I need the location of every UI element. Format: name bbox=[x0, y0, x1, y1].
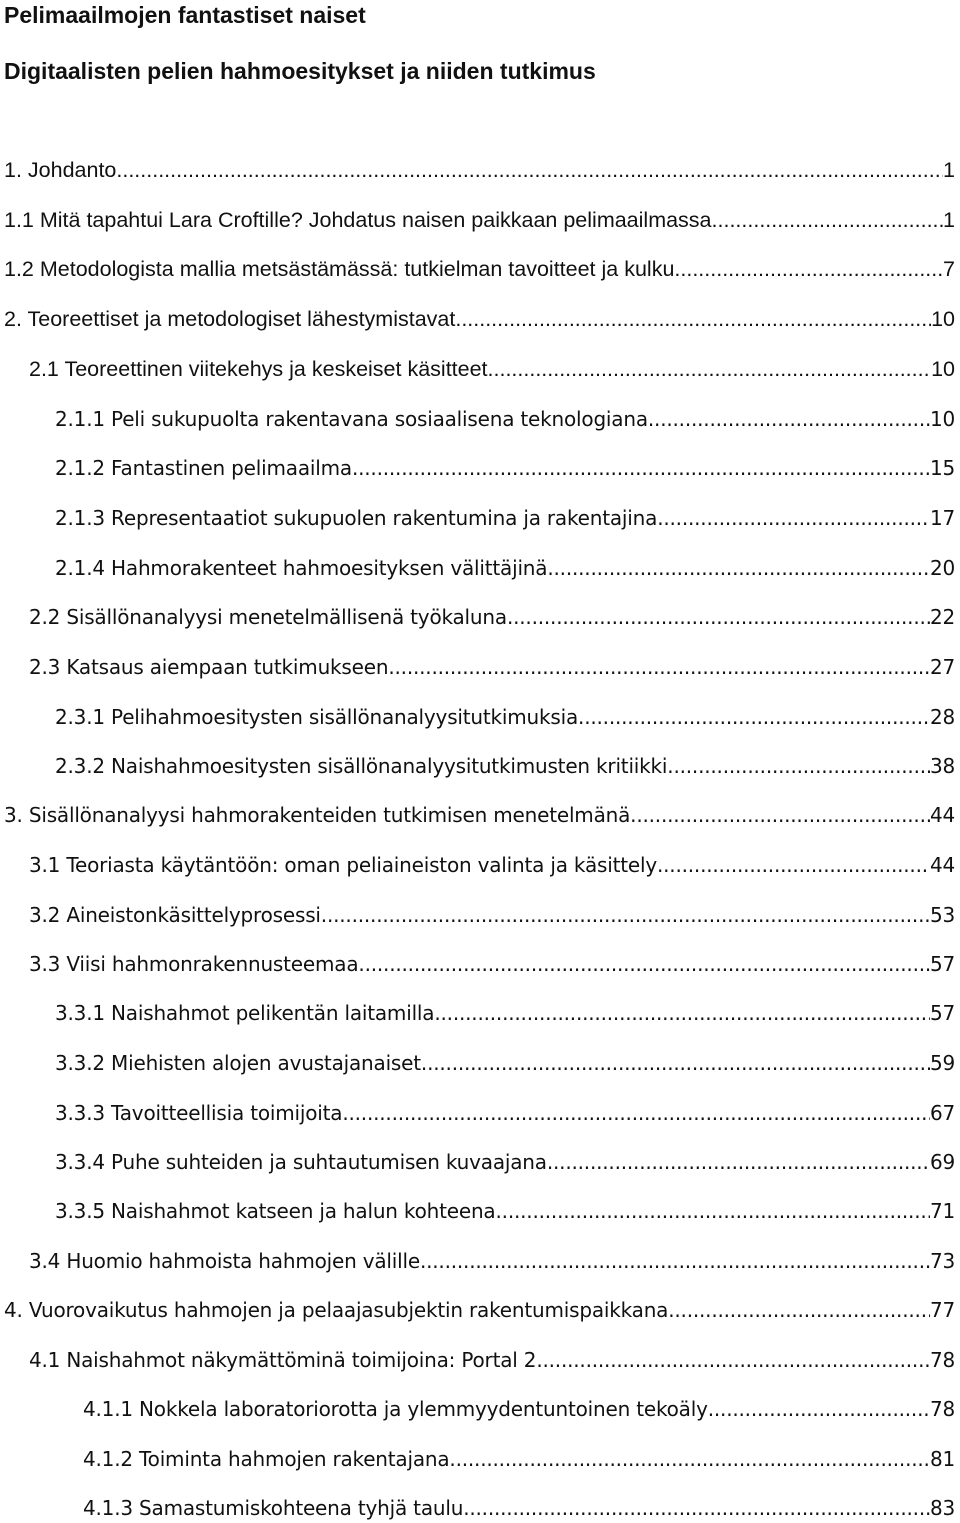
toc-page-number: 57 bbox=[929, 952, 955, 976]
toc-page-number: 17 bbox=[929, 506, 955, 530]
toc-entry[interactable] bbox=[55, 1098, 955, 1128]
toc-entry-label: 3.3 Viisi hahmonrakennusteemaa bbox=[29, 952, 359, 976]
toc-leader-dots bbox=[708, 1394, 930, 1424]
toc-entry[interactable] bbox=[29, 900, 955, 930]
toc-leader-dots bbox=[536, 1345, 930, 1375]
toc-page-number: 15 bbox=[929, 456, 955, 480]
toc-leader-dots bbox=[668, 1295, 930, 1325]
toc-leader-dots bbox=[648, 404, 930, 434]
toc-page-number: 77 bbox=[929, 1298, 955, 1322]
toc-page-number: 53 bbox=[929, 903, 955, 927]
toc-entry-label: 4. Vuorovaikutus hahmojen ja pelaajasubjektin rakentumispaikkana bbox=[4, 1298, 669, 1322]
toc-leader-dots bbox=[667, 751, 930, 781]
toc-leader-dots bbox=[488, 354, 932, 384]
toc-leader-dots bbox=[342, 1098, 930, 1128]
toc-page-number: 57 bbox=[929, 1001, 955, 1025]
toc-page-number: 73 bbox=[929, 1249, 955, 1273]
toc-page-number: 1 bbox=[943, 158, 955, 182]
toc-page-number: 71 bbox=[929, 1199, 955, 1223]
toc-entry-label: 3.2 Aineistonkäsittelyprosessi bbox=[29, 903, 321, 927]
toc-leader-dots bbox=[578, 702, 930, 732]
toc-entry[interactable] bbox=[29, 652, 955, 682]
toc-page-number: 38 bbox=[929, 754, 955, 778]
toc-leader-dots bbox=[116, 155, 943, 185]
toc-page-number: 78 bbox=[929, 1348, 955, 1372]
toc-page-number: 28 bbox=[929, 705, 955, 729]
toc-entry[interactable] bbox=[29, 850, 955, 880]
toc-page-number: 22 bbox=[929, 605, 955, 629]
toc-leader-dots bbox=[455, 304, 931, 334]
toc-leader-dots bbox=[547, 1147, 930, 1177]
toc-leader-dots bbox=[630, 800, 930, 830]
toc-entry-label: 4.1 Naishahmot näkymättöminä toimijoina: Portal 2 bbox=[29, 1348, 537, 1372]
toc-entry[interactable] bbox=[4, 800, 955, 830]
toc-entry-label: 1.2 Metodologista mallia metsästämässä: tutkielman tavoitteet ja kulku bbox=[4, 257, 675, 281]
toc-leader-dots bbox=[420, 1246, 930, 1276]
toc-entry-label: 4.1.2 Toiminta hahmojen rakentajana bbox=[83, 1447, 450, 1471]
toc-entry[interactable] bbox=[55, 453, 955, 483]
toc-page-number: 81 bbox=[929, 1447, 955, 1471]
toc-entry[interactable] bbox=[55, 1048, 955, 1078]
toc-entry-label: 3.1 Teoriasta käytäntöön: oman peliaineiston valinta ja käsittely bbox=[29, 853, 657, 877]
toc-leader-dots bbox=[388, 652, 930, 682]
toc-entry-label: 4.1.1 Nokkela laboratoriorotta ja ylemmyydentuntoinen tekoäly bbox=[83, 1397, 708, 1421]
toc-page-number: 44 bbox=[929, 803, 955, 827]
toc-entry[interactable] bbox=[83, 1444, 955, 1474]
toc-page-number: 10 bbox=[931, 357, 955, 381]
toc-page-number: 27 bbox=[929, 655, 955, 679]
toc-entry[interactable] bbox=[4, 1295, 955, 1325]
toc-entry[interactable] bbox=[55, 751, 955, 781]
toc-entry-label: 2.1 Teoreettinen viitekehys ja keskeiset käsitteet bbox=[29, 357, 488, 381]
toc-entry-label: 3.3.1 Naishahmot pelikentän laitamilla bbox=[55, 1001, 435, 1025]
toc-entry[interactable] bbox=[29, 949, 955, 979]
toc-leader-dots bbox=[657, 503, 930, 533]
toc-entry[interactable] bbox=[29, 602, 955, 632]
toc-page-number: 44 bbox=[929, 853, 955, 877]
toc-page-number: 10 bbox=[929, 407, 955, 431]
toc-leader-dots bbox=[352, 453, 930, 483]
toc-leader-dots bbox=[496, 1196, 930, 1226]
toc-entry[interactable] bbox=[55, 1196, 955, 1226]
toc-entry[interactable] bbox=[29, 354, 955, 384]
toc-entry-label: 2.1.4 Hahmorakenteet hahmoesityksen välittäjinä bbox=[55, 556, 548, 580]
toc-page-number: 1 bbox=[943, 208, 955, 232]
document-title: Pelimaailmojen fantastiset naiset bbox=[4, 2, 366, 28]
toc-entry[interactable] bbox=[55, 1147, 955, 1177]
toc-page-number: 67 bbox=[929, 1101, 955, 1125]
toc-leader-dots bbox=[434, 998, 930, 1028]
toc-page-number: 83 bbox=[929, 1496, 955, 1520]
toc-entry[interactable] bbox=[4, 304, 955, 334]
toc-entry-label: 2.1.3 Representaatiot sukupuolen rakentumina ja rakentajina bbox=[55, 506, 658, 530]
toc-entry[interactable] bbox=[83, 1394, 955, 1424]
toc-entry[interactable] bbox=[55, 404, 955, 434]
toc-leader-dots bbox=[449, 1444, 930, 1474]
toc-entry[interactable] bbox=[55, 503, 955, 533]
toc-entry-label: 4.1.3 Samastumiskohteena tyhjä taulu bbox=[83, 1496, 464, 1520]
document-subtitle: Digitaalisten pelien hahmoesitykset ja niiden tutkimus bbox=[4, 58, 596, 84]
toc-page-number: 69 bbox=[929, 1150, 955, 1174]
toc-entry[interactable] bbox=[29, 1345, 955, 1375]
toc-entry-label: 3. Sisällönanalyysi hahmorakenteiden tutkimisen menetelmänä bbox=[4, 803, 631, 827]
toc-entry-label: 1.1 Mitä tapahtui Lara Croftille? Johdatus naisen paikkaan pelimaailmassa bbox=[4, 208, 712, 232]
toc-leader-dots bbox=[712, 205, 944, 235]
toc-page-number: 78 bbox=[929, 1397, 955, 1421]
toc-page-number: 59 bbox=[929, 1051, 955, 1075]
toc-entry-label: 3.3.3 Tavoitteellisia toimijoita bbox=[55, 1101, 343, 1125]
toc-page-number: 20 bbox=[929, 556, 955, 580]
toc-entry[interactable] bbox=[55, 702, 955, 732]
toc-entry[interactable] bbox=[4, 205, 955, 235]
toc-entry[interactable] bbox=[29, 1246, 955, 1276]
toc-entry[interactable] bbox=[55, 998, 955, 1028]
toc-leader-dots bbox=[421, 1048, 930, 1078]
toc-entry-label: 2.3.2 Naishahmoesitysten sisällönanalyysitutkimusten kritiikki bbox=[55, 754, 668, 778]
toc-entry[interactable] bbox=[4, 254, 955, 284]
toc-entry-label: 2.1.1 Peli sukupuolta rakentavana sosiaalisena teknologiana bbox=[55, 407, 648, 431]
toc-leader-dots bbox=[547, 553, 930, 583]
toc-leader-dots bbox=[674, 254, 943, 284]
toc-entry-label: 3.4 Huomio hahmoista hahmojen välille bbox=[29, 1249, 420, 1273]
toc-leader-dots bbox=[358, 949, 930, 979]
toc-entry-label: 2.3 Katsaus aiempaan tutkimukseen bbox=[29, 655, 389, 679]
toc-entry[interactable] bbox=[4, 155, 955, 185]
toc-leader-dots bbox=[657, 850, 930, 880]
toc-leader-dots bbox=[507, 602, 930, 632]
toc-entry[interactable] bbox=[83, 1493, 955, 1523]
toc-entry-label: 1. Johdanto bbox=[4, 158, 117, 182]
toc-leader-dots bbox=[463, 1493, 930, 1523]
toc-entry-label: 3.3.5 Naishahmot katseen ja halun kohteena bbox=[55, 1199, 496, 1223]
toc-page-number: 7 bbox=[943, 257, 955, 281]
toc-page-number: 10 bbox=[931, 307, 955, 331]
toc-entry-label: 2.3.1 Pelihahmoesitysten sisällönanalyysitutkimuksia bbox=[55, 705, 579, 729]
toc-entry-label: 2.2 Sisällönanalyysi menetelmällisenä työkaluna bbox=[29, 605, 507, 629]
toc-entry-label: 2. Teoreettiset ja metodologiset lähestymistavat bbox=[4, 307, 456, 331]
toc-entry-label: 3.3.4 Puhe suhteiden ja suhtautumisen kuvaajana bbox=[55, 1150, 547, 1174]
toc-leader-dots bbox=[321, 900, 930, 930]
toc-entry-label: 2.1.2 Fantastinen pelimaailma bbox=[55, 456, 352, 480]
toc-entry-label: 3.3.2 Miehisten alojen avustajanaiset bbox=[55, 1051, 421, 1075]
toc-entry[interactable] bbox=[55, 553, 955, 583]
